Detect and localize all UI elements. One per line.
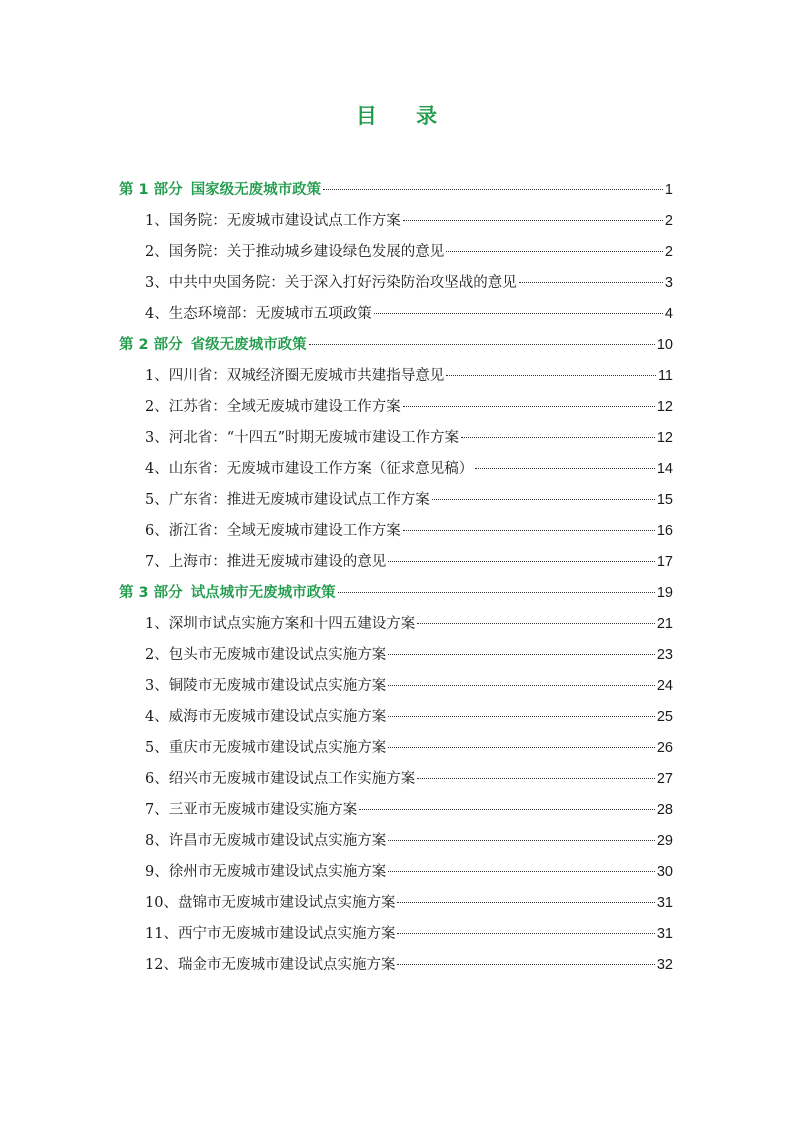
dot-leader <box>323 189 663 190</box>
toc-entry[interactable] <box>119 857 673 888</box>
toc-entry-title: 8、许昌市无废城市建设试点实施方案 <box>145 833 387 849</box>
toc-entry-title: 5、重庆市无废城市建设试点实施方案 <box>145 740 387 756</box>
toc-page-number: 17 <box>656 554 673 570</box>
toc-entry[interactable] <box>119 485 673 516</box>
toc-entry[interactable] <box>119 888 673 919</box>
toc-part-number: 第 2 部分 <box>119 337 183 353</box>
toc-page-number: 12 <box>656 399 673 415</box>
toc-entry[interactable] <box>119 454 673 485</box>
toc-entry-title: 5、广东省：推进无废城市建设试点工作方案 <box>145 492 430 508</box>
toc-page-number: 11 <box>657 368 673 384</box>
toc-part-label <box>119 578 336 609</box>
toc-part-label <box>119 330 307 361</box>
toc-entry[interactable] <box>119 826 673 857</box>
toc-page-number: 1 <box>664 182 673 198</box>
dot-leader <box>432 499 655 500</box>
toc-page-number: 16 <box>656 523 673 539</box>
dot-leader <box>388 840 655 841</box>
toc-entry-title: 4、生态环境部：无废城市五项政策 <box>145 306 372 322</box>
dot-leader <box>388 747 655 748</box>
toc-page-number: 31 <box>656 926 673 942</box>
toc-entry[interactable] <box>119 609 673 640</box>
toc-page-number: 4 <box>664 306 673 322</box>
toc-part-heading[interactable] <box>119 175 673 206</box>
toc-part-label <box>119 175 321 206</box>
toc-entry-title: 1、四川省：双城经济圈无废城市共建指导意见 <box>145 368 445 384</box>
toc-entry[interactable] <box>119 299 673 330</box>
toc-page-number: 25 <box>656 709 673 725</box>
dot-leader <box>446 375 656 376</box>
dot-leader <box>338 592 655 593</box>
toc-entry-title: 9、徐州市无废城市建设试点实施方案 <box>145 864 387 880</box>
toc-entry-title: 4、山东省：无废城市建设工作方案（征求意见稿） <box>145 461 474 477</box>
toc-entry-title: 6、绍兴市无废城市建设试点工作实施方案 <box>145 771 416 787</box>
toc-page-number: 24 <box>656 678 673 694</box>
dot-leader <box>417 623 655 624</box>
toc-entry-title: 1、深圳市试点实施方案和十四五建设方案 <box>145 616 416 632</box>
toc-entry-title: 12、瑞金市无废城市建设试点实施方案 <box>145 957 396 973</box>
toc-entry-title: 11、西宁市无废城市建设试点实施方案 <box>145 926 396 942</box>
toc-entry-title: 7、上海市：推进无废城市建设的意见 <box>145 554 387 570</box>
toc-entry[interactable] <box>119 733 673 764</box>
dot-leader <box>446 251 663 252</box>
dot-leader <box>388 871 655 872</box>
toc-part-heading[interactable] <box>119 578 673 609</box>
toc-entry[interactable] <box>119 671 673 702</box>
toc-page-number: 19 <box>656 585 673 601</box>
toc-entry-title: 3、河北省：“十四五”时期无废城市建设工作方案 <box>145 430 460 446</box>
toc-part-number: 第 1 部分 <box>119 182 183 198</box>
toc-page-number: 30 <box>656 864 673 880</box>
dot-leader <box>309 344 655 345</box>
toc-entry[interactable] <box>119 361 673 392</box>
toc-page-number: 21 <box>656 616 673 632</box>
page-title: 目 录 <box>355 104 454 128</box>
toc-entry-title: 10、盘锦市无废城市建设试点实施方案 <box>145 895 396 911</box>
toc-entry-title: 1、国务院：无废城市建设试点工作方案 <box>145 213 401 229</box>
toc-entry-title: 6、浙江省：全域无废城市建设工作方案 <box>145 523 401 539</box>
dot-leader <box>374 313 663 314</box>
toc-part-title: 试点城市无废城市政策 <box>190 585 336 601</box>
toc-page-number: 27 <box>656 771 673 787</box>
toc-entry[interactable] <box>119 392 673 423</box>
toc-entry[interactable] <box>119 950 673 981</box>
dot-leader <box>388 716 655 717</box>
toc-page-number: 29 <box>656 833 673 849</box>
toc-page-number: 2 <box>664 244 673 260</box>
toc-entry[interactable] <box>119 702 673 733</box>
toc-page-number: 14 <box>656 461 673 477</box>
toc-page-number: 10 <box>656 337 673 353</box>
toc-page-number: 23 <box>656 647 673 663</box>
dot-leader <box>397 933 654 934</box>
toc-page-number: 32 <box>656 957 673 973</box>
toc-entry-title: 2、江苏省：全域无废城市建设工作方案 <box>145 399 401 415</box>
toc-entry-title: 3、中共中央国务院：关于深入打好污染防治攻坚战的意见 <box>145 275 517 291</box>
dot-leader <box>359 809 655 810</box>
dot-leader <box>388 685 655 686</box>
toc-entry-title: 2、国务院：关于推动城乡建设绿色发展的意见 <box>145 244 445 260</box>
dot-leader <box>397 964 654 965</box>
toc-page-number: 28 <box>656 802 673 818</box>
dot-leader <box>403 406 655 407</box>
toc-part-title: 省级无废城市政策 <box>190 337 307 353</box>
table-of-contents <box>119 175 673 981</box>
toc-page-number: 3 <box>664 275 673 291</box>
dot-leader <box>397 902 654 903</box>
toc-page-number: 26 <box>656 740 673 756</box>
dot-leader <box>461 437 655 438</box>
dot-leader <box>388 561 655 562</box>
toc-part-title: 国家级无废城市政策 <box>190 182 322 198</box>
toc-page-number: 15 <box>656 492 673 508</box>
toc-entry-title: 7、三亚市无废城市建设实施方案 <box>145 802 358 818</box>
toc-entry[interactable] <box>119 237 673 268</box>
toc-entry-title: 2、包头市无废城市建设试点实施方案 <box>145 647 387 663</box>
dot-leader <box>388 654 655 655</box>
toc-entry[interactable] <box>119 764 673 795</box>
dot-leader <box>417 778 655 779</box>
toc-part-heading[interactable] <box>119 330 673 361</box>
toc-entry[interactable] <box>119 547 673 578</box>
dot-leader <box>403 530 655 531</box>
toc-entry[interactable] <box>119 423 673 454</box>
toc-entry[interactable] <box>119 919 673 950</box>
toc-entry[interactable] <box>119 795 673 826</box>
dot-leader <box>403 220 663 221</box>
toc-page-number: 12 <box>656 430 673 446</box>
toc-part-number: 第 3 部分 <box>119 585 183 601</box>
toc-page-number: 31 <box>656 895 673 911</box>
toc-entry[interactable] <box>119 640 673 671</box>
dot-leader <box>475 468 655 469</box>
toc-entry-title: 3、铜陵市无废城市建设试点实施方案 <box>145 678 387 694</box>
toc-entry[interactable] <box>119 206 673 237</box>
toc-entry[interactable] <box>119 516 673 547</box>
toc-entry[interactable] <box>119 268 673 299</box>
toc-entry-title: 4、威海市无废城市建设试点实施方案 <box>145 709 387 725</box>
dot-leader <box>519 282 663 283</box>
toc-page-number: 2 <box>664 213 673 229</box>
